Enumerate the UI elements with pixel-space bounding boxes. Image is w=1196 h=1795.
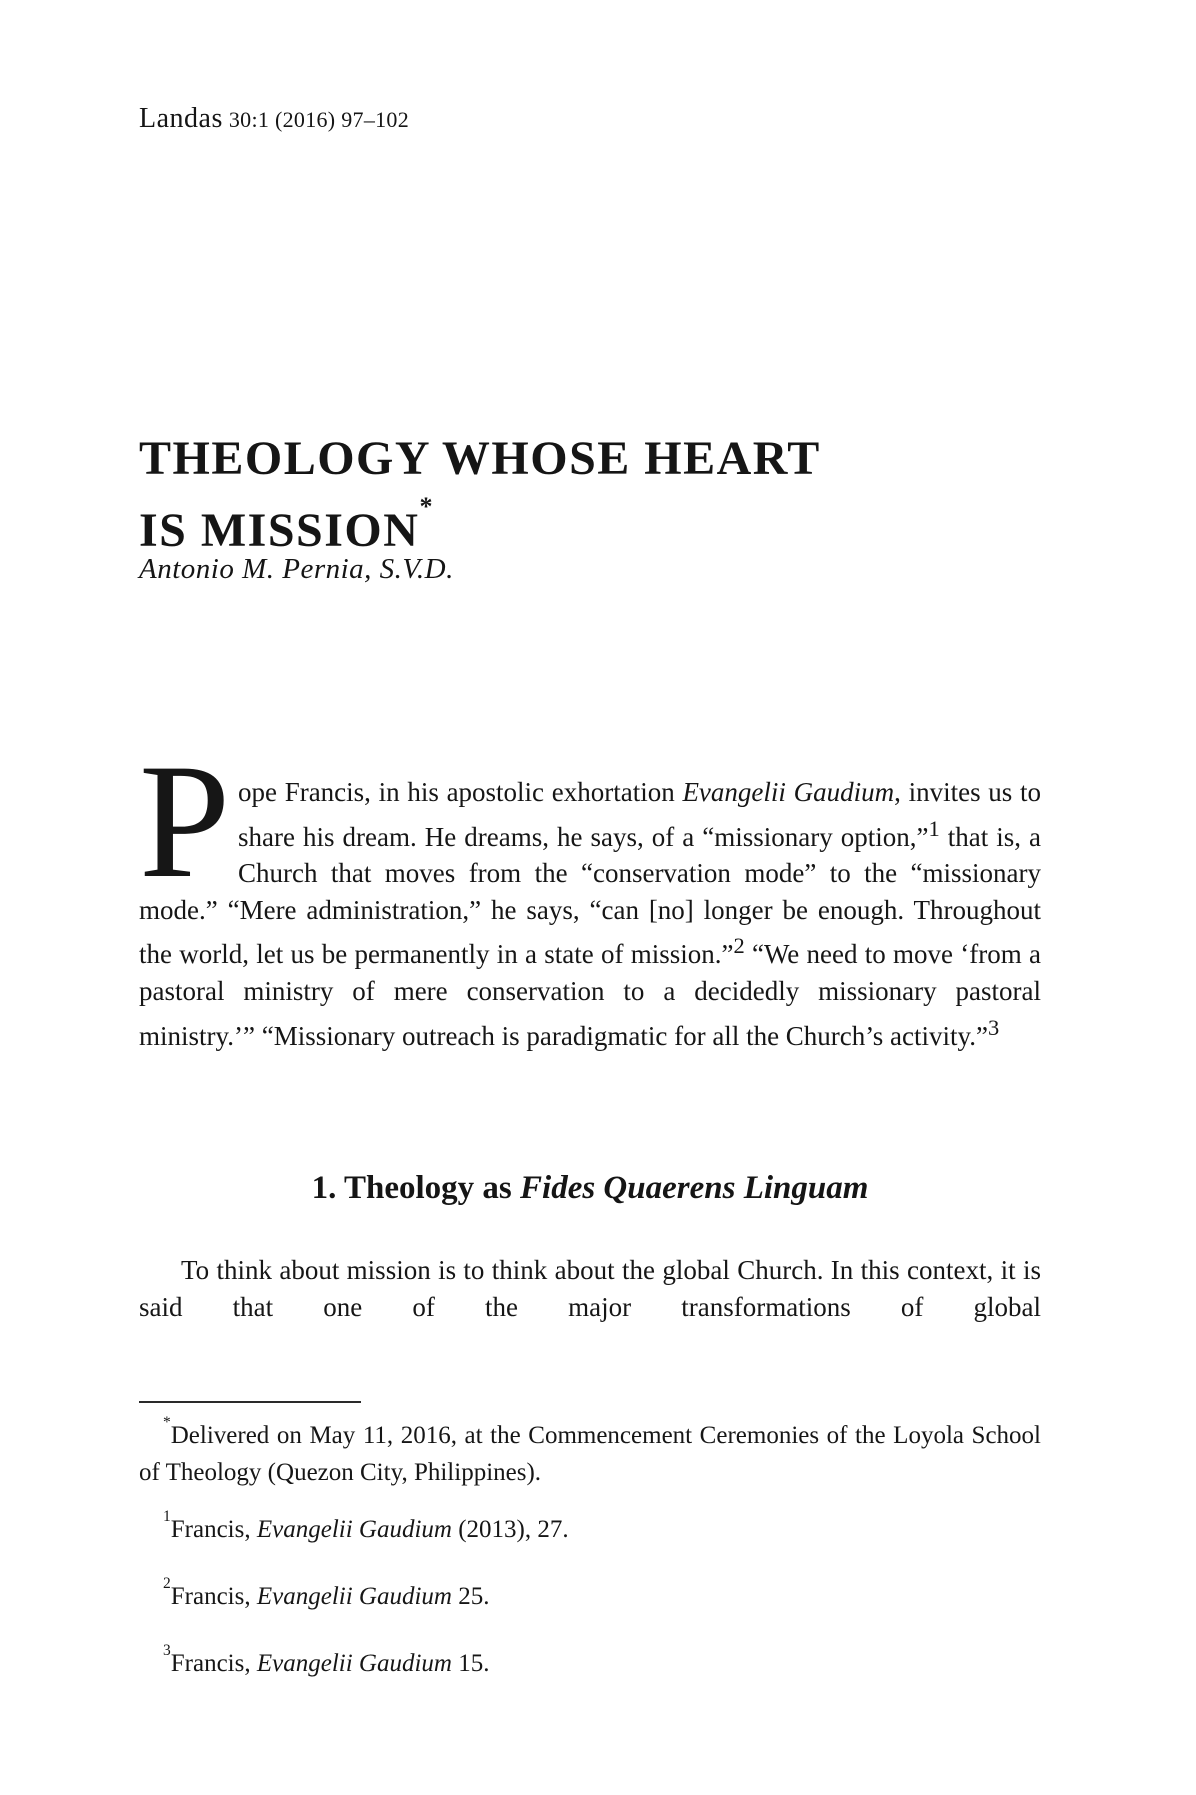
article-author: Antonio M. Pernia, S.V.D.	[139, 553, 454, 585]
running-head	[139, 103, 409, 135]
journal-name: Landas	[139, 103, 223, 134]
article-title-line-2: IS MISSION*	[139, 491, 433, 557]
journal-issue: 30:1 (2016) 97–102	[228, 107, 410, 132]
article-title	[139, 428, 1079, 562]
footnote-star: *Delivered on May 11, 2016, at the Commencement Ceremonies of the Loyola School of Theology (Quezon City, Philippines).	[139, 1413, 1041, 1486]
opening-paragraph	[139, 731, 1042, 1054]
body-paragraph: To think about mission is to think about the global Church. In this context, it is said that one of the major transformations of global	[139, 1255, 1041, 1322]
footnote-1: $^1$Francis, Evangelii Gaudium (2013), 27.	[163, 1507, 569, 1543]
drop-cap: P	[139, 731, 231, 912]
footnote-divider-rule	[139, 1401, 361, 1403]
footnote-3: $^3$Francis, Evangelii Gaudium 15.	[163, 1641, 490, 1677]
opening-paragraph-text: ope Francis, in his apostolic exhortation Evangelii Gaudium, invites us to share his dream. He dreams, he says, of a “missionary option,”$^1$ that is, a Church that moves from the “conservation mode” to the “missionary mode.” “Mere administration,” he says, “can [no] longer be enough. Throughout the world, let us be permanently in a state of mission.”$^2$ “We need to move ‘from a pastoral ministry of mere conservation to a decidedly missionary pastoral ministry.’” “Missionary outreach is paradigmatic for all the Church’s activity.”$^3$	[139, 777, 1042, 1051]
footnote-2: $^2$Francis, Evangelii Gaudium 25.	[163, 1574, 490, 1610]
title-footnote-marker: *	[419, 491, 433, 521]
section-heading: 1. Theology as Fides Quaerens Linguam	[311, 1170, 869, 1206]
article-title-line-1: THEOLOGY WHOSE HEART	[139, 432, 821, 485]
